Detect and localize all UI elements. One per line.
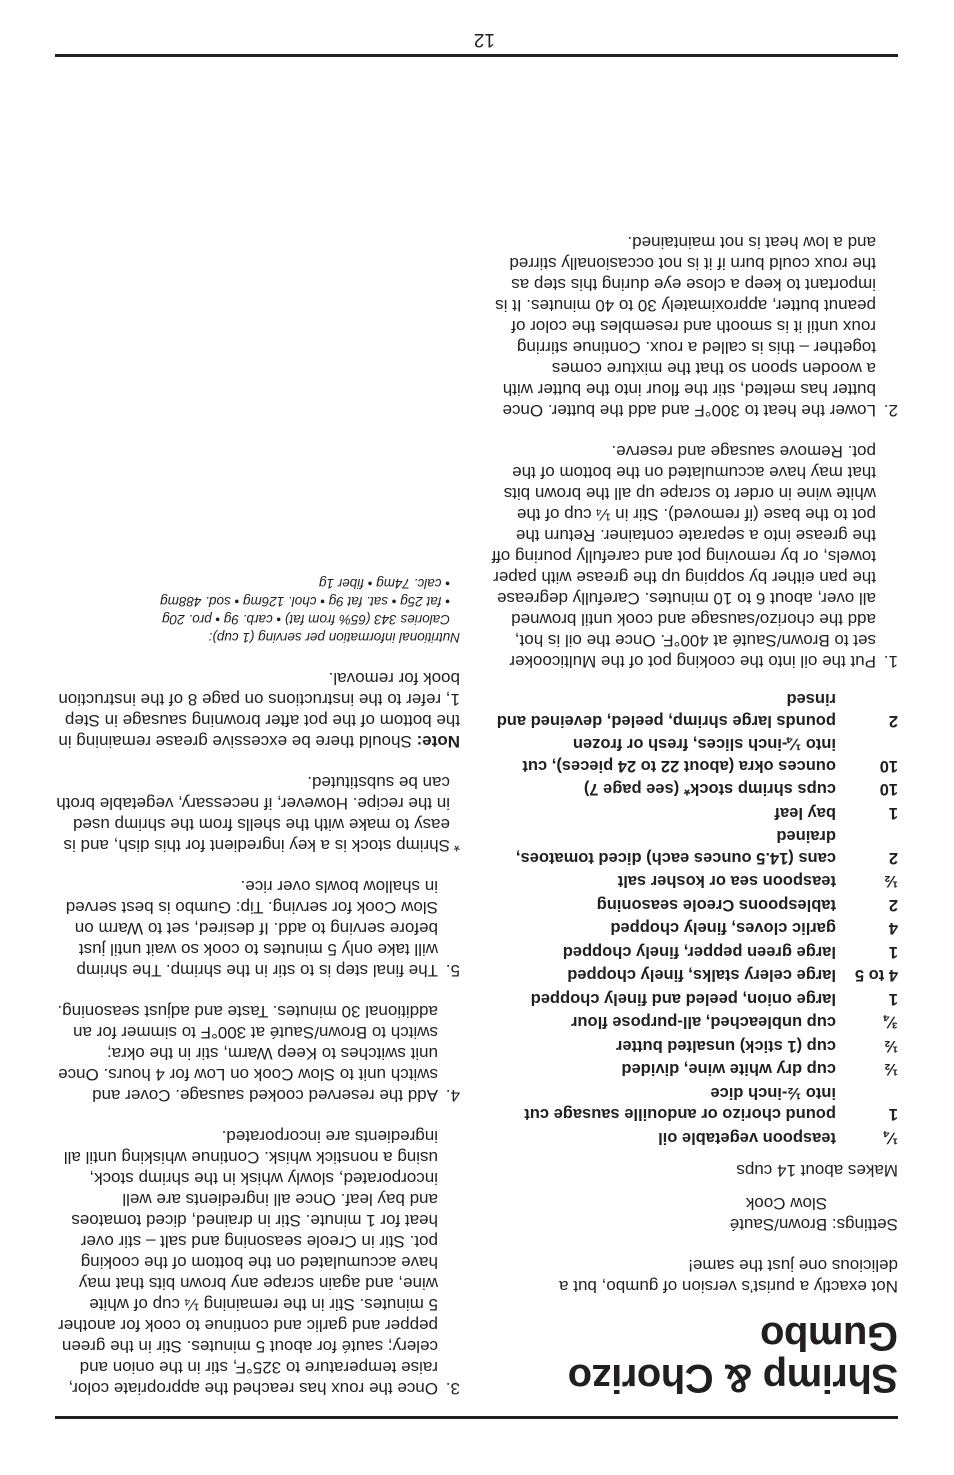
ingredient-qty: 10 bbox=[879, 780, 898, 799]
ingredient-row bbox=[494, 1125, 898, 1149]
recipe-step bbox=[56, 1001, 460, 1106]
ingredient-qty: 4 bbox=[888, 919, 898, 938]
ingredient-qty: 2 bbox=[888, 712, 898, 730]
ingredient-qty: ½ bbox=[884, 872, 898, 891]
ingredient-item: pound chorizo or andouille sausage cut into ½-inch dice bbox=[524, 1084, 836, 1124]
ingredient-item: cans (14.5 ounces each) diced tomatoes, drained bbox=[515, 827, 836, 867]
note-label: Note: bbox=[416, 732, 460, 751]
ingredient-qty: 2 bbox=[888, 849, 898, 867]
ingredient-item: ounces okra (about 22 to 24 pieces), cut into ¼-inch slices, fresh or frozen bbox=[522, 735, 836, 775]
step-text: Once the roux has reached the appropriate color, raise temperature to 325°F, stir in the onion and celery; sauté for about 5 minutes. Stir in the green pepper and garlic and continue to cook for another 5 minutes. Stir in the remaining ¼ cup of white wine, and again scrape any brown bits that may have accumulated on the bottom of the cooking pot. Stir in Creole seasoning and salt – stir over heat for 1 minute. Stir in drained, diced tomatoes and bay leaf. Once all ingredients are well incorporated, slowly whisk in the shrimp stock, using a nonstick whisk. Continue whisking until all ingredients are incorporated. bbox=[58, 1127, 438, 1398]
footnote-text: Shrimp stock is a key ingredient for this dish, and is easy to make with the shells from the shrimp used in the recipe. However, if necessary, vegetable broth can be substituted. bbox=[56, 773, 450, 855]
ingredient-item: large green pepper, finely chopped bbox=[562, 943, 836, 961]
nutrition-line: • calc. 74mg • fiber 1g bbox=[318, 576, 450, 591]
step-number: 2. bbox=[883, 401, 898, 420]
stock-footnote bbox=[56, 772, 460, 856]
ingredient-qty: ½ bbox=[884, 1037, 898, 1055]
step-number: 5. bbox=[445, 961, 460, 980]
ingredient-row bbox=[494, 823, 898, 868]
step-text: Add the reserved cooked sausage. Cover and switch unit to Slow Cook on Low for 4 hours. Once unit switches to Keep Warm, stir in the okra; switch to Brown/Sauté at 300°F to simmer for an additional 30 minutes. Taste and adjust seasoning. bbox=[57, 1002, 438, 1105]
ingredient-item: cup dry white wine, divided bbox=[621, 1060, 836, 1079]
ingredient-qty: 4 to 5 bbox=[854, 966, 898, 985]
ingredient-item: teaspoon vegetable oil bbox=[658, 1129, 836, 1147]
recipe-settings bbox=[490, 1193, 898, 1235]
ingredient-qty: ½ bbox=[884, 1060, 898, 1079]
recipe-left-column bbox=[490, 212, 898, 1399]
recipe-title: Shrimp & Chorizo Gumbo bbox=[568, 1314, 898, 1400]
ingredient-item: tablespoons Creole seasoning bbox=[596, 896, 836, 914]
ingredient-row bbox=[494, 868, 898, 892]
recipe-step bbox=[56, 876, 460, 981]
ingredient-row bbox=[494, 939, 898, 963]
recipe-yield: Makes about 14 cups bbox=[736, 1161, 898, 1180]
step-text: Put the oil into the cooking pot of the Multicooker set to Brown/Sauté at 400°F. Once the oil is hot, add the chorizo/sausage and cook until browned all over, about 6 to 10 minutes. Carefully degrease the pan either by sopping up the grease with paper towels, or by removing pot and carefully pouring off the grease into a separate container. Return the pot to the base (if removed). Stir in ¼ cup of the white wine in order to scrape up all the brown bits that may have accumulated on the bottom of the pot. Remove sausage and reserve. bbox=[491, 442, 876, 671]
settings-values bbox=[730, 1193, 827, 1235]
ingredient-qty: ¾ bbox=[884, 1013, 898, 1032]
ingredient-row bbox=[494, 962, 898, 986]
step-number: 1. bbox=[883, 652, 898, 671]
ingredient-row bbox=[494, 892, 898, 916]
nutrition-line: • fat 25g • sat. fat 9g • chol. 126mg • sod. 488mg bbox=[160, 594, 450, 609]
bottom-rule bbox=[55, 54, 898, 57]
settings-label: Settings: bbox=[831, 1215, 898, 1234]
ingredient-item: pounds large shrimp, peeled, deveined and rinsed bbox=[496, 690, 836, 730]
recipe-step bbox=[490, 441, 898, 672]
ingredient-item: large celery stalks, finely chopped bbox=[567, 966, 836, 985]
recipe-step bbox=[56, 1126, 460, 1399]
ingredient-row bbox=[494, 915, 898, 939]
ingredient-qty: ¼ bbox=[884, 1129, 898, 1147]
ingredient-item: teaspoon sea or kosher salt bbox=[617, 872, 836, 891]
footnote-asterisk: * bbox=[453, 836, 460, 855]
page-number: 12 bbox=[473, 29, 495, 50]
ingredient-row bbox=[494, 776, 898, 800]
ingredient-row bbox=[494, 1033, 898, 1057]
ingredient-row bbox=[494, 800, 898, 824]
step-number: 3. bbox=[445, 1379, 460, 1398]
recipe-step bbox=[490, 232, 898, 421]
recipe-intro: Not exactly a purist’s version of gumbo, but a delicious one just the same! bbox=[559, 1256, 898, 1296]
step-text: The final step is to stir in the shrimp. The shrimp will take only 5 minutes to cook so wait until just before serving to add. If desired, set to Warm on Slow Cook for serving. Tip: Gumbo is best served in shallow bowls over rice. bbox=[65, 877, 438, 980]
nutrition-info bbox=[56, 574, 460, 646]
ingredient-qty: 1 bbox=[888, 804, 898, 822]
nutrition-heading: Nutritional information per serving (1 cup): bbox=[208, 630, 460, 645]
note-paragraph bbox=[56, 668, 460, 752]
nutrition-line: Calories 343 (65% from fat) • carb. 9g • pro. 20g bbox=[162, 612, 450, 627]
ingredient-qty: 2 bbox=[888, 896, 898, 914]
step-text: Lower the heat to 300°F and add the butter. Once butter has melted, stir the flour into the butter with a wooden spoon so that the mixture comes together – this is called a roux. Continue stirring roux until it is smooth and resembles the color of peanut butter, approximately 30 to 40 minutes. It is important to keep a close eye during this step as the roux could burn if it is not occasionally stirred and a low heat is not maintained. bbox=[495, 233, 876, 420]
top-rule bbox=[55, 1416, 898, 1419]
ingredient-row bbox=[494, 1080, 898, 1125]
ingredient-item: large onion, peeled and finely chopped bbox=[530, 990, 836, 1008]
ingredient-row bbox=[494, 1009, 898, 1033]
step-number: 4. bbox=[445, 1086, 460, 1105]
note-text: Should there be excessive grease remaining in the bottom of the pot after browning sausage in Step 1, refer to the instructions on page 8 of the instruction book for removal. bbox=[58, 669, 460, 751]
ingredient-list bbox=[494, 686, 898, 1148]
ingredient-item: cup (1 stick) unsalted butter bbox=[615, 1037, 836, 1055]
ingredient-qty: 1 bbox=[888, 1105, 898, 1124]
ingredient-row bbox=[494, 686, 898, 731]
ingredient-row bbox=[494, 1056, 898, 1080]
ingredient-row bbox=[494, 986, 898, 1010]
ingredient-qty: 1 bbox=[888, 943, 898, 961]
recipe-right-column bbox=[56, 574, 460, 1399]
settings-value: Slow Cook bbox=[745, 1194, 828, 1213]
ingredient-item: bay leaf bbox=[774, 804, 836, 822]
settings-value: Brown/Sauté bbox=[729, 1215, 828, 1234]
ingredient-row bbox=[494, 731, 898, 776]
ingredient-qty: 1 bbox=[888, 990, 898, 1008]
ingredient-item: cup unbleached, all-purpose flour bbox=[571, 1013, 836, 1032]
ingredient-qty: 10 bbox=[879, 757, 898, 775]
ingredient-item: cups shrimp stock* (see page 7) bbox=[583, 780, 836, 799]
ingredient-item: garlic cloves, finely chopped bbox=[610, 919, 836, 938]
